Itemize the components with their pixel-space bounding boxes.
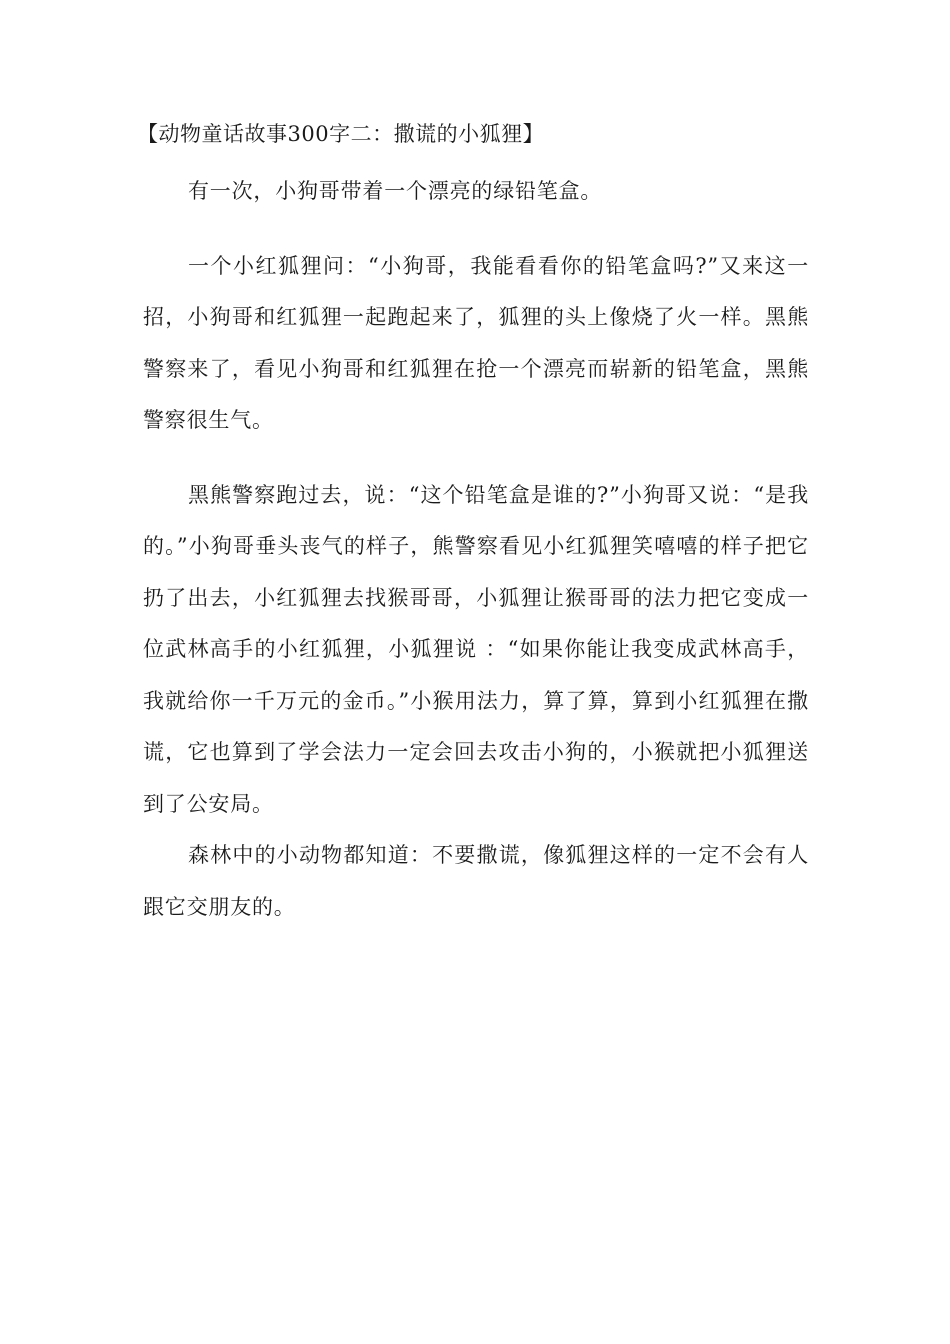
paragraph-1: 有一次，小狗哥带着一个漂亮的绿铅笔盒。	[188, 179, 603, 203]
paragraph-2: 一个小红狐狸问：“小狗哥，我能看看你的铅笔盒吗?”又来这一招，小狗哥和红狐狸一起跑起来了，狐狸的头上像烧了火一样。黑熊警察来了，看见小狗哥和红狐狸在抢一个漂亮而崭新的铅笔盒，黑熊警察很生气。	[143, 253, 809, 432]
document-body	[137, 116, 809, 933]
document-title: 【动物童话故事300字二：撒谎的小狐狸】	[137, 122, 545, 146]
paragraph-3: 黑熊警察跑过去，说：“这个铅笔盒是谁的?”小狗哥又说：“是我的。”小狗哥垂头丧气的样子，熊警察看见小红狐狸笑嘻嘻的样子把它扔了出去，小红狐狸去找猴哥哥，小狐狸让猴哥哥的法力把它变成一位武林高手的小红狐狸，小狐狸说 ：“如果你能让我变成武林高手，我就给你一千万元的金币。”小猴用法力，算了算，算到小红狐狸在撒谎，它也算到了学会法力一定会回去攻击小狗的，小猴就把小狐狸送到了公安局。	[143, 482, 809, 816]
paragraph-4: 森林中的小动物都知道：不要撒谎，像狐狸这样的一定不会有人跟它交朋友的。	[143, 843, 809, 919]
